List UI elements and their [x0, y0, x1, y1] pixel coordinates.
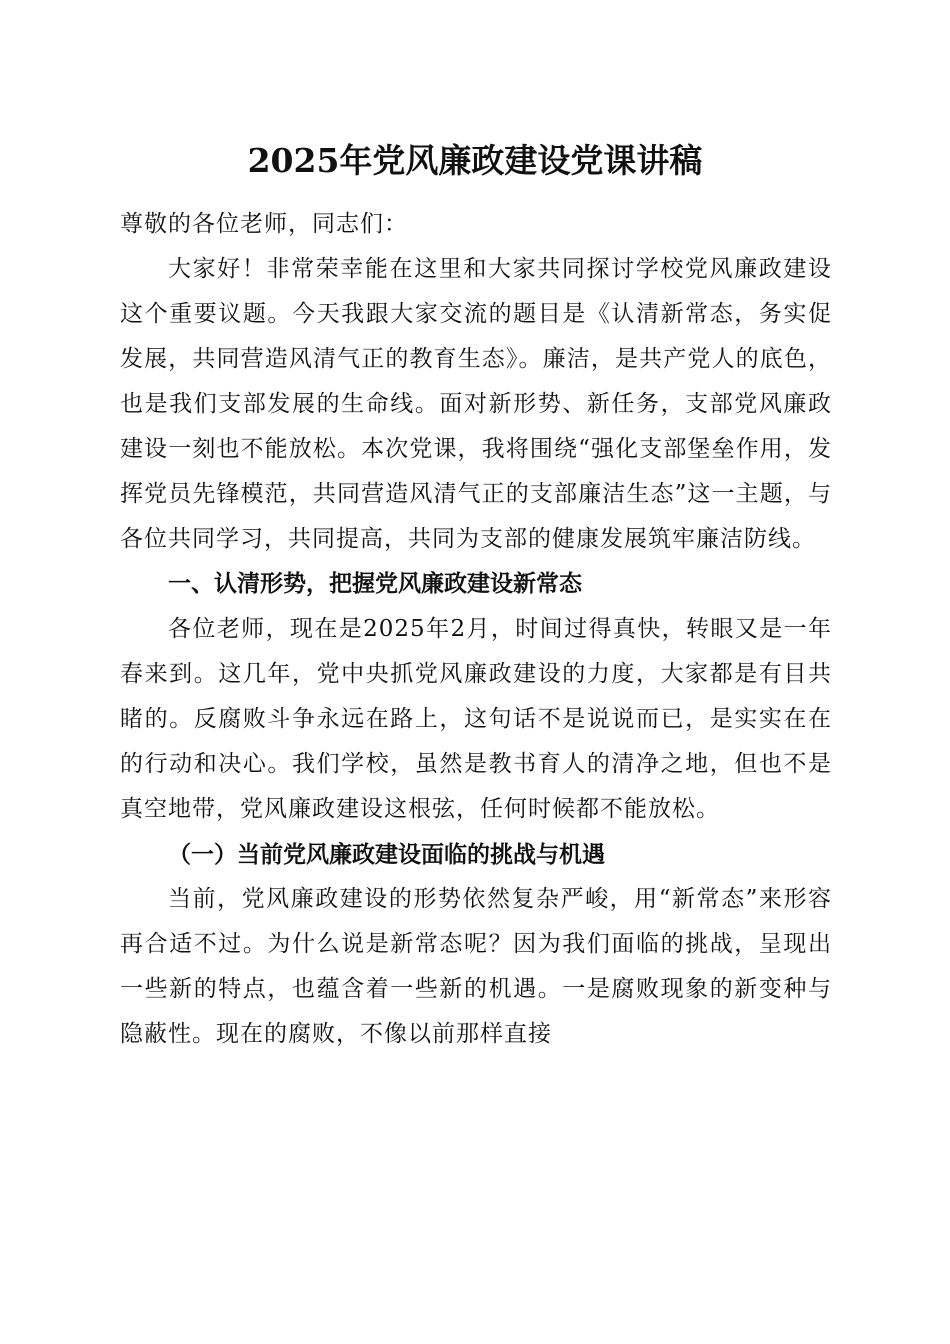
- subsection-1-paragraph: 当前，党风廉政建设的形势依然复杂严峻，用“新常态”来形容再合适不过。为什么说是新常态呢？因为我们面临的挑战，呈现出一些新的特点，也蕴含着一些新的机遇。一是腐败现象的新变种与隐蔽性。现在的腐败，不像以前那样直接: [120, 886, 832, 1047]
- document-title: 2025年党风廉政建设党课讲稿: [247, 141, 703, 180]
- salutation: 尊敬的各位老师，同志们：: [120, 211, 408, 237]
- subsection-heading-1: （一）当前党风廉政建设面临的挑战与机遇: [168, 841, 605, 868]
- section-1-paragraph: 各位老师，现在是2025年2月，时间过得真快，转眼又是一年春来到。这几年，党中央抓党风廉政建设的力度，大家都是有目共睹的。反腐败斗争永远在路上，这句话不是说说而已，是实实在在的行动和决心。我们学校，虽然是教书育人的清净之地，但也不是真空地带，党风廉政建设这根弦，任何时候都不能放松。: [120, 616, 832, 822]
- section-heading-1: 一、认清形势，把握党风廉政建设新常态: [168, 571, 582, 597]
- document-body: [120, 202, 832, 1057]
- intro-paragraph: 大家好！非常荣幸能在这里和大家共同探讨学校党风廉政建设这个重要议题。今天我跟大家交流的题目是《认清新常态，务实促发展，共同营造风清气正的教育生态》。廉洁，是共产党人的底色，也是我们支部发展的生命线。面对新形势、新任务，支部党风廉政建设一刻也不能放松。本次党课，我将围绕“强化支部堡垒作用，发挥党员先锋模范，共同营造风清气正的支部廉洁生态”这一主题，与各位共同学习，共同提高，共同为支部的健康发展筑牢廉洁防线。: [120, 256, 832, 552]
